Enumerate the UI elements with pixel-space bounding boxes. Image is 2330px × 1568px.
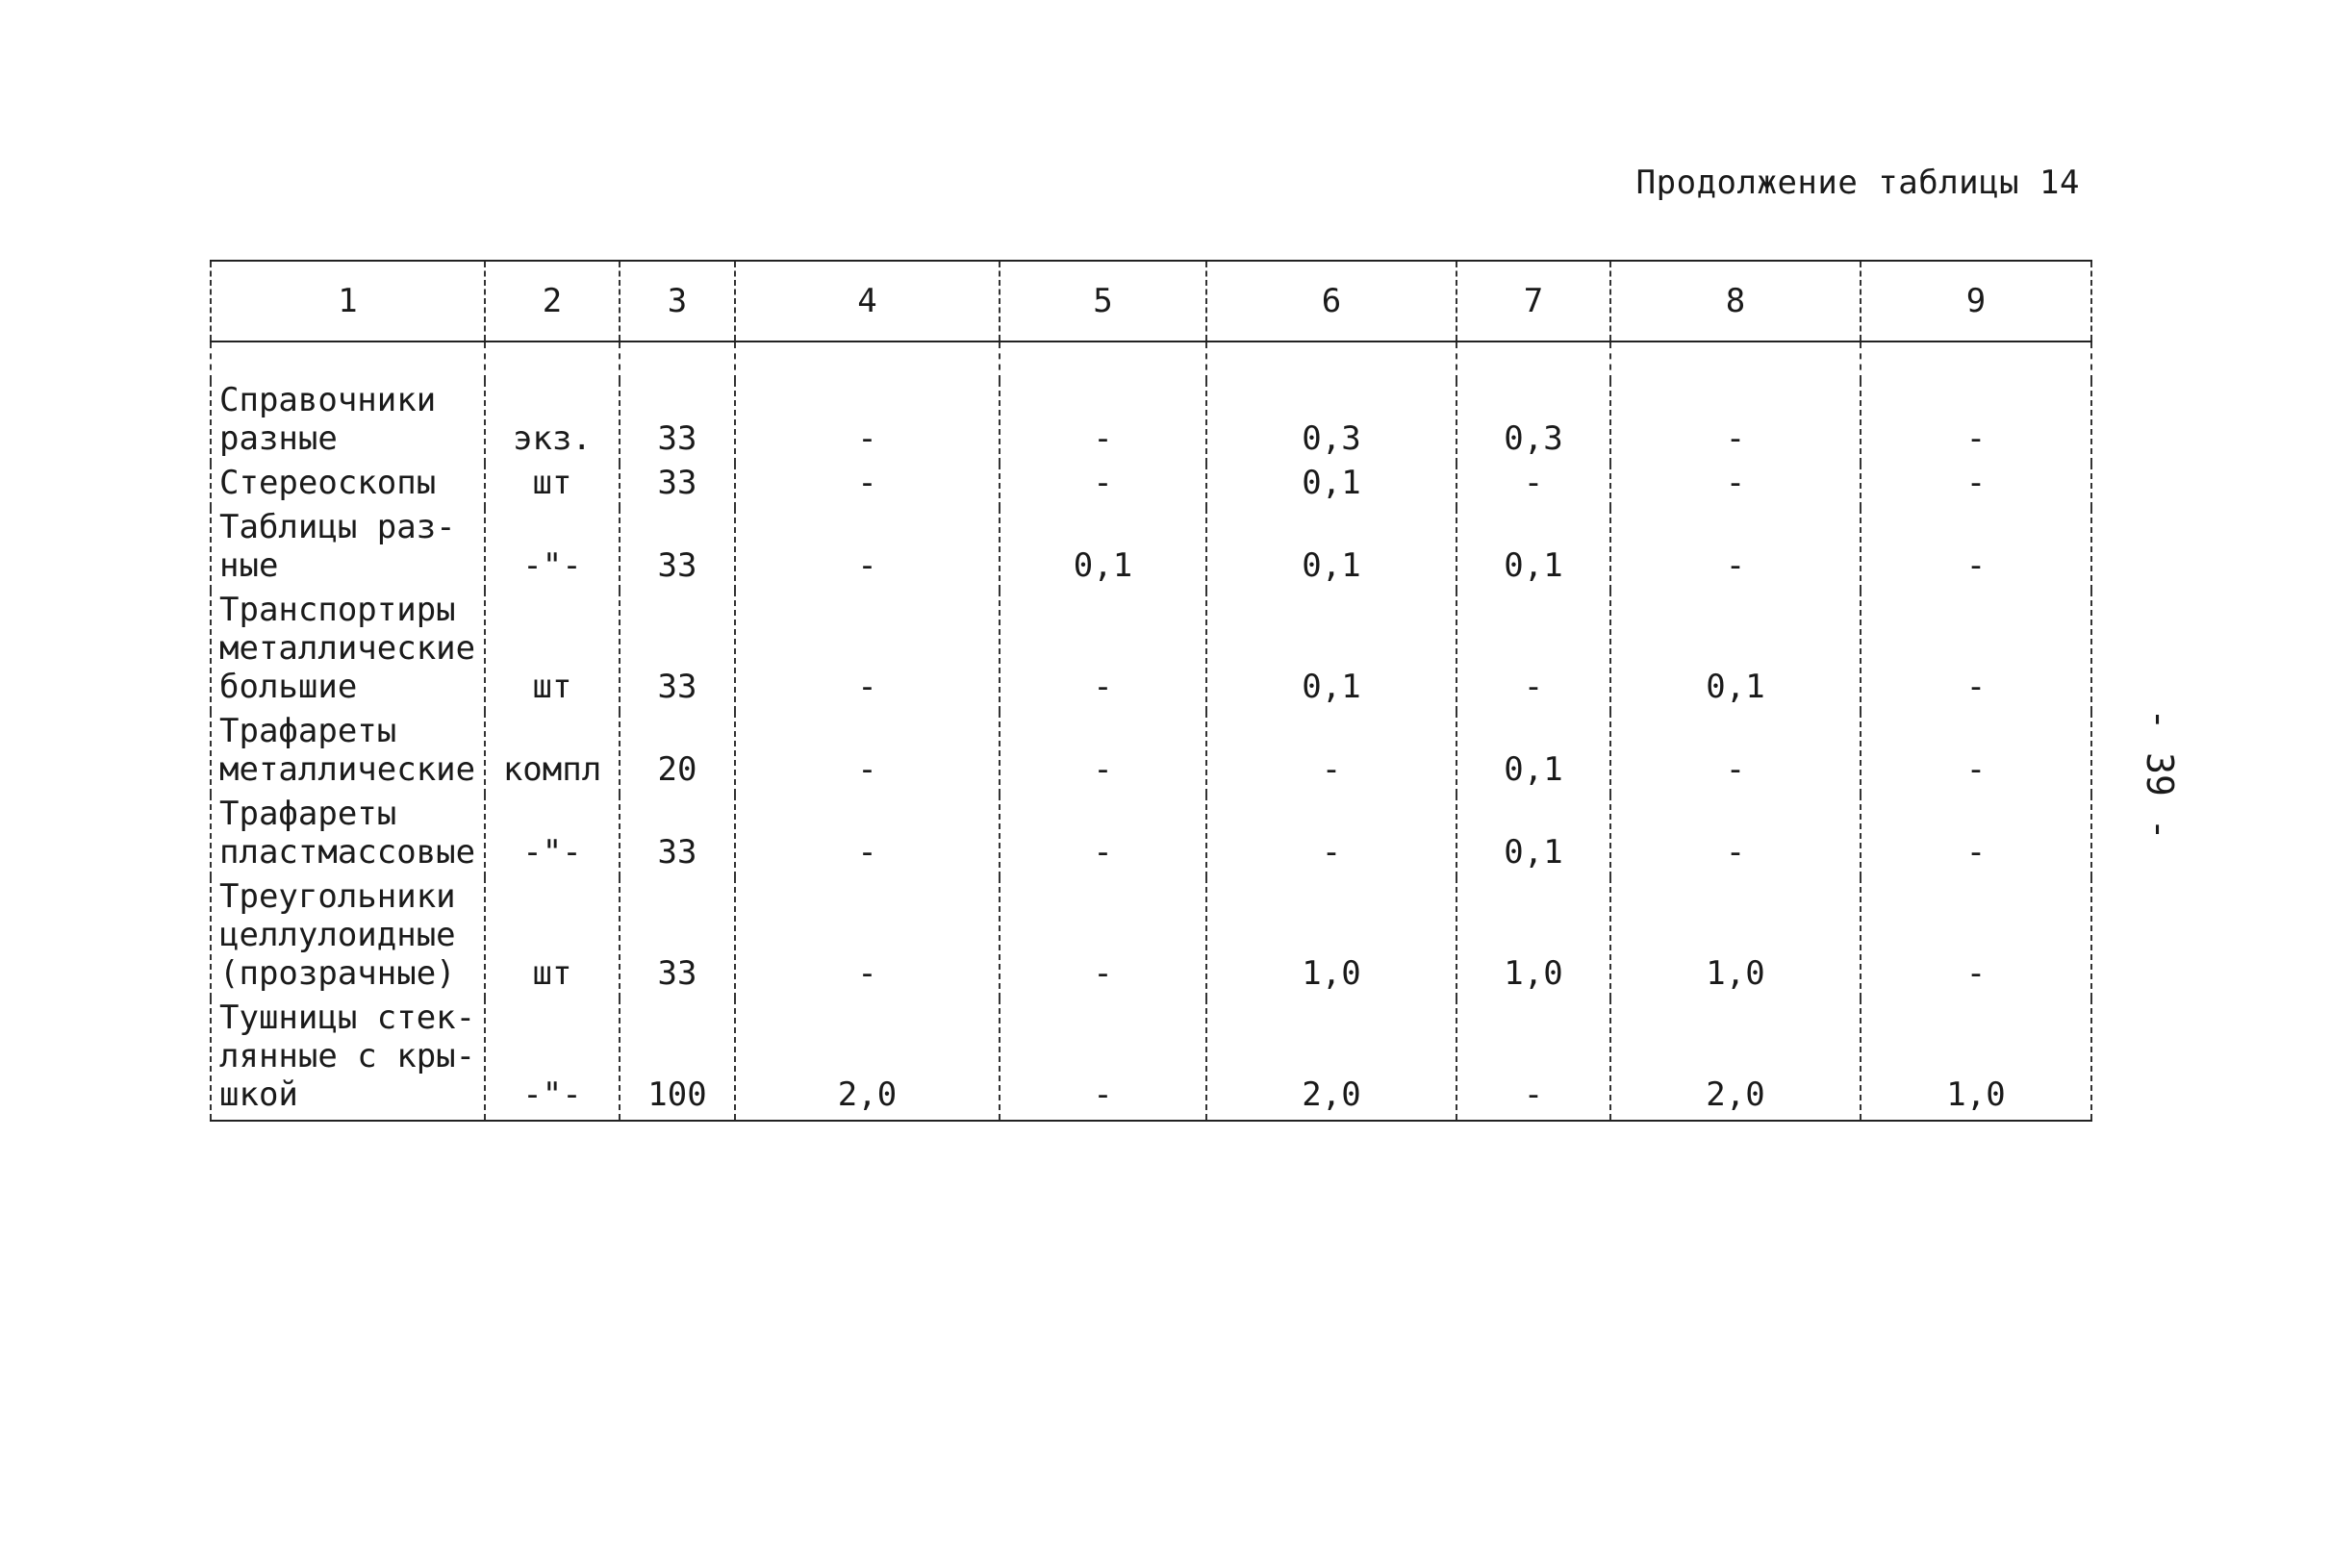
col6-cell: 0,1	[1206, 508, 1456, 591]
col9-cell: -	[1861, 795, 2091, 877]
col7-cell: 1,0	[1456, 877, 1610, 999]
column-header: 5	[1000, 261, 1206, 341]
item-name-cell: Трафареты пластмассовые	[211, 795, 485, 877]
column-header: 8	[1610, 261, 1861, 341]
col6-cell: 0,1	[1206, 464, 1456, 508]
table-body	[211, 341, 2091, 1121]
column-header: 3	[620, 261, 735, 341]
column-header: 7	[1456, 261, 1610, 341]
col4-cell: -	[735, 591, 1000, 712]
unit-cell: -"-	[485, 508, 620, 591]
col3-cell: 33	[620, 795, 735, 877]
col5-cell: 0,1	[1000, 508, 1206, 591]
col8-cell: -	[1610, 508, 1861, 591]
col8-cell: 2,0	[1610, 999, 1861, 1121]
equipment-table	[210, 260, 2092, 1122]
col4-cell: 2,0	[735, 999, 1000, 1121]
col8-cell: -	[1610, 464, 1861, 508]
column-header: 9	[1861, 261, 2091, 341]
col5-cell: -	[1000, 712, 1206, 795]
table-row	[211, 381, 2091, 464]
col5-cell: -	[1000, 999, 1206, 1121]
col9-cell: -	[1861, 877, 2091, 999]
col4-cell: -	[735, 877, 1000, 999]
item-name-cell: Трафареты металлические	[211, 712, 485, 795]
col5-cell: -	[1000, 591, 1206, 712]
col5-cell: -	[1000, 464, 1206, 508]
page-number: - 39 -	[2139, 708, 2181, 841]
table-row	[211, 508, 2091, 591]
col8-cell: -	[1610, 712, 1861, 795]
col7-cell: -	[1456, 999, 1610, 1121]
col4-cell: -	[735, 795, 1000, 877]
col9-cell: -	[1861, 591, 2091, 712]
col8-cell: -	[1610, 381, 1861, 464]
col3-cell: 33	[620, 508, 735, 591]
table-caption: Продолжение таблицы 14	[1635, 164, 2080, 202]
unit-cell: экз.	[485, 381, 620, 464]
col3-cell: 33	[620, 591, 735, 712]
unit-cell: шт	[485, 591, 620, 712]
table-row	[211, 712, 2091, 795]
col9-cell: -	[1861, 464, 2091, 508]
table-header	[211, 261, 2091, 341]
column-header: 4	[735, 261, 1000, 341]
col6-cell: 1,0	[1206, 877, 1456, 999]
col6-cell: 0,3	[1206, 381, 1456, 464]
col5-cell: -	[1000, 795, 1206, 877]
col7-cell: 0,3	[1456, 381, 1610, 464]
col8-cell: 1,0	[1610, 877, 1861, 999]
col8-cell: -	[1610, 795, 1861, 877]
col6-cell: 2,0	[1206, 999, 1456, 1121]
col9-cell: -	[1861, 508, 2091, 591]
col5-cell: -	[1000, 877, 1206, 999]
unit-cell: шт	[485, 464, 620, 508]
item-name-cell: Транспортиры металлические большие	[211, 591, 485, 712]
col9-cell: 1,0	[1861, 999, 2091, 1121]
table-row	[211, 464, 2091, 508]
table-row	[211, 591, 2091, 712]
spacer-row	[211, 341, 2091, 381]
col8-cell: 0,1	[1610, 591, 1861, 712]
col7-cell: 0,1	[1456, 508, 1610, 591]
col6-cell: -	[1206, 712, 1456, 795]
col3-cell: 100	[620, 999, 735, 1121]
col7-cell: 0,1	[1456, 712, 1610, 795]
header-row	[211, 261, 2091, 341]
column-header: 6	[1206, 261, 1456, 341]
col3-cell: 33	[620, 877, 735, 999]
unit-cell: -"-	[485, 795, 620, 877]
item-name-cell: Треугольники целлулоидные (прозрачные)	[211, 877, 485, 999]
table-row	[211, 795, 2091, 877]
col4-cell: -	[735, 464, 1000, 508]
item-name-cell: Таблицы раз- ные	[211, 508, 485, 591]
col6-cell: -	[1206, 795, 1456, 877]
col4-cell: -	[735, 712, 1000, 795]
col9-cell: -	[1861, 381, 2091, 464]
unit-cell: компл	[485, 712, 620, 795]
table-row	[211, 999, 2091, 1121]
column-header: 1	[211, 261, 485, 341]
col4-cell: -	[735, 508, 1000, 591]
col3-cell: 20	[620, 712, 735, 795]
col3-cell: 33	[620, 381, 735, 464]
col3-cell: 33	[620, 464, 735, 508]
col5-cell: -	[1000, 381, 1206, 464]
table-row	[211, 877, 2091, 999]
col7-cell: -	[1456, 464, 1610, 508]
col6-cell: 0,1	[1206, 591, 1456, 712]
col7-cell: 0,1	[1456, 795, 1610, 877]
col7-cell: -	[1456, 591, 1610, 712]
unit-cell: -"-	[485, 999, 620, 1121]
unit-cell: шт	[485, 877, 620, 999]
item-name-cell: Справочники разные	[211, 381, 485, 464]
item-name-cell: Стереоскопы	[211, 464, 485, 508]
col9-cell: -	[1861, 712, 2091, 795]
column-header: 2	[485, 261, 620, 341]
col4-cell: -	[735, 381, 1000, 464]
item-name-cell: Тушницы стек- лянные с кры- шкой	[211, 999, 485, 1121]
